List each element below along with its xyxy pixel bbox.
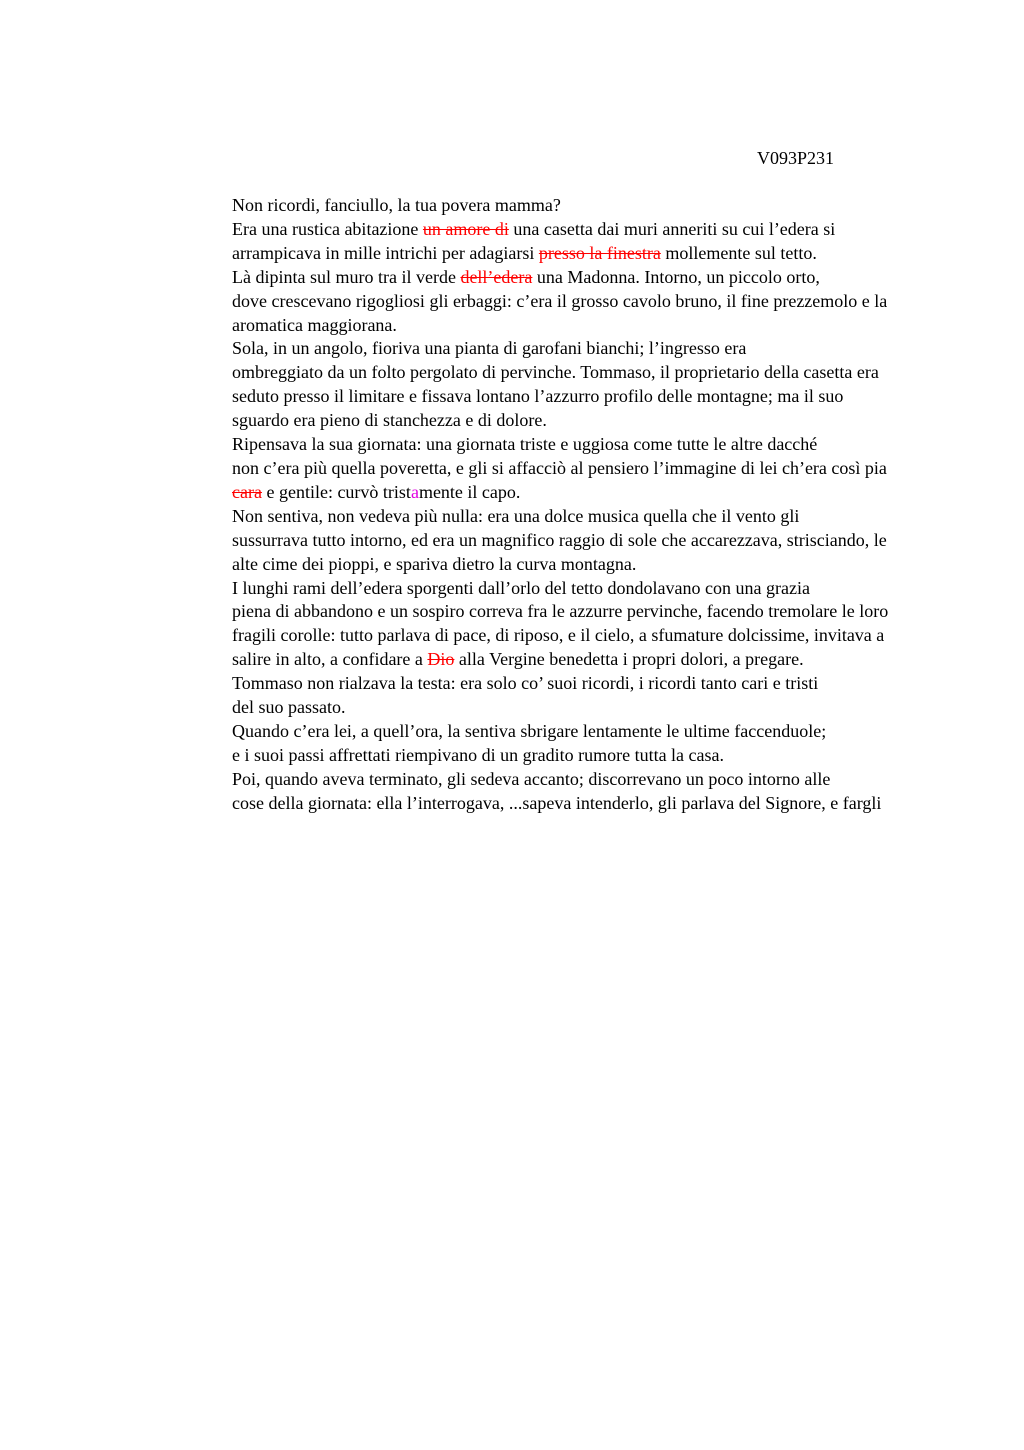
text-line <box>172 696 932 720</box>
text-line <box>172 648 932 672</box>
text-segment: Non sentiva, non vedeva più nulla: era una dolce musica quella che il vento gli <box>232 505 800 526</box>
text-segment: alla Vergine benedetta i propri dolori, a pregare. <box>454 649 804 670</box>
text-line <box>172 720 932 744</box>
paragraph <box>172 577 932 673</box>
text-segment: alte cime dei pioppi, e spariva dietro la curva montagna. <box>232 553 637 574</box>
text-segment: e i suoi passi affrettati riempivano di un gradito rumore tutta la casa. <box>232 744 725 765</box>
text-segment: Sola, in un angolo, fioriva una pianta di garofani bianchi; l’ingresso era <box>232 338 747 359</box>
text-segment: Ripensava la sua giornata: una giornata triste e uggiosa come tutte le altre dacché <box>232 434 818 455</box>
text-segment: mente il capo. <box>418 481 521 502</box>
text-segment: Non ricordi, fanciullo, la tua povera mamma? <box>232 195 561 215</box>
text-segment: ombreggiato da un folto pergolato di pervinche. Tommaso, il proprietario della casetta era <box>232 362 879 383</box>
page-identifier: V093P231 <box>757 148 835 168</box>
text-segment: Tommaso non rialzava la testa: era solo co’ suoi ricordi, i ricordi tanto cari e tristi <box>232 673 819 694</box>
text-segment: aromatica maggiorana. <box>232 314 397 335</box>
text-segment: Poi, quando aveva terminato, gli sedeva accanto; discorrevano un poco intorno alle <box>232 768 831 789</box>
text-segment: Era una rustica abitazione <box>232 218 423 239</box>
text-segment: Quando c’era lei, a quell’ora, la sentiva sbrigare lentamente le ultime faccenduole; <box>232 720 827 741</box>
text-segment: Là dipinta sul muro tra il verde <box>232 266 461 287</box>
deleted-text: presso la finestra <box>538 242 661 263</box>
text-segment: cose della giornata: ella l’interrogava, ...sapeva intenderlo, gli parlava del Signore, e fargli <box>232 792 882 813</box>
paragraph <box>172 337 932 433</box>
text-line <box>172 600 932 624</box>
paragraph <box>172 266 932 338</box>
paragraph <box>172 433 932 505</box>
text-segment: sguardo era pieno di stanchezza e di dolore. <box>232 410 547 431</box>
text-line <box>172 505 932 529</box>
manuscript-text <box>172 194 932 816</box>
inserted-text: a <box>410 481 419 502</box>
text-segment: fragili corolle: tutto parlava di pace, di riposo, e il cielo, a sfumature dolcissime, invitava a <box>232 625 885 646</box>
text-segment: una Madonna. Intorno, un piccolo orto, <box>532 266 820 287</box>
text-line <box>172 314 932 338</box>
text-segment: salire in alto, a confidare a <box>232 649 428 670</box>
paragraph <box>172 505 932 577</box>
deleted-text: cara <box>232 481 262 502</box>
paragraph <box>172 672 932 720</box>
text-segment: del suo passato. <box>232 697 346 718</box>
deleted-text: un amore di <box>422 218 509 239</box>
text-line <box>172 529 932 553</box>
paragraph <box>172 218 932 266</box>
text-line <box>172 337 932 361</box>
text-line <box>172 553 932 577</box>
text-line <box>172 242 932 266</box>
text-line <box>172 290 932 314</box>
text-line <box>172 624 932 648</box>
text-line <box>172 672 932 696</box>
text-segment: non c’era più quella poveretta, e gli si affacciò al pensiero l’immagine di lei ch’era così pia <box>232 457 887 478</box>
text-line <box>172 792 932 816</box>
text-line <box>172 361 932 385</box>
text-segment: arrampicava in mille intrichi per adagiarsi <box>232 242 539 263</box>
text-line <box>172 481 932 505</box>
text-line <box>172 266 932 290</box>
text-segment: mollemente sul tetto. <box>660 242 817 263</box>
paragraph <box>172 720 932 768</box>
text-line <box>172 457 932 481</box>
text-line <box>172 744 932 768</box>
deleted-text: Dio <box>427 649 455 670</box>
text-segment: piena di abbandono e un sospiro correva fra le azzurre pervinche, facendo tremolare le loro <box>232 601 889 622</box>
text-segment: seduto presso il limitare e fissava lontano l’azzurro profilo delle montagne; ma il suo <box>232 386 844 407</box>
text-segment: e gentile: curvò trist <box>261 481 411 502</box>
text-segment: dove crescevano rigogliosi gli erbaggi: c’era il grosso cavolo bruno, il fine prezzemolo e la <box>232 290 888 311</box>
deleted-text: dell’edera <box>460 266 533 287</box>
paragraph <box>172 768 932 816</box>
text-segment: sussurrava tutto intorno, ed era un magnifico raggio di sole che accarezzava, strisciando, le <box>232 529 887 550</box>
text-segment: I lunghi rami dell’edera sporgenti dall’orlo del tetto dondolavano con una grazia <box>232 577 810 598</box>
text-line <box>172 409 932 433</box>
text-line <box>172 194 932 218</box>
text-line <box>172 218 932 242</box>
text-line <box>172 768 932 792</box>
text-line <box>172 385 932 409</box>
text-segment: una casetta dai muri anneriti su cui l’edera si <box>508 218 836 239</box>
text-line <box>172 577 932 601</box>
paragraph <box>172 194 932 218</box>
text-line <box>172 433 932 457</box>
